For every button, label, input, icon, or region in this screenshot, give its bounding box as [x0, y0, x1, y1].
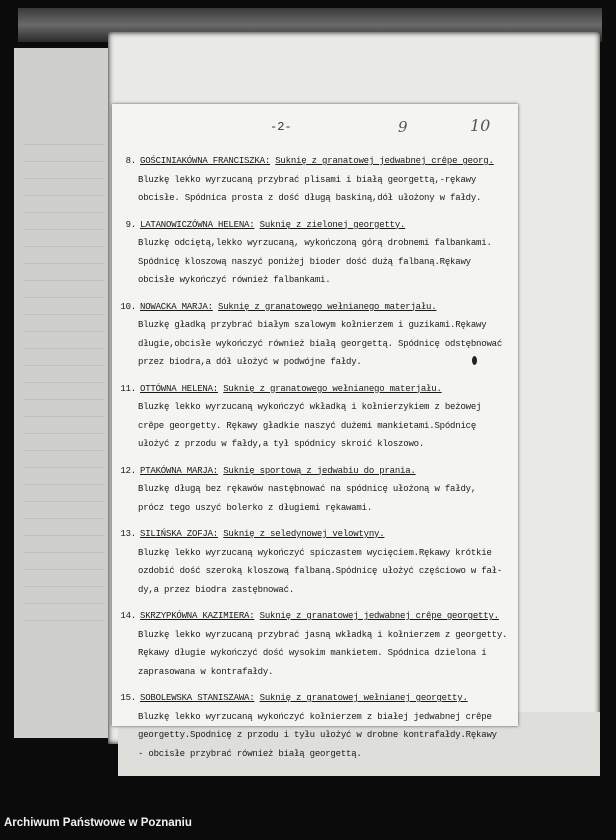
entry-text-line: Spódnicę kloszową naszyć poniżej bioder dość dużą falbaną.Rękawy — [138, 256, 471, 267]
entry-garment: Suknię z seledynowej velowtyny. — [223, 529, 385, 539]
list-item — [114, 216, 518, 290]
entry-number: 9. — [125, 219, 136, 230]
entry-garment: Suknię z granatowego wełnianego materjału. — [218, 301, 437, 312]
list-item — [114, 152, 518, 208]
typed-document — [112, 104, 518, 759]
entry-text-line: obcisłe wykończyć również falbankami. — [138, 275, 331, 285]
entry-garment: Suknię z granatowej jedwabnej crêpe georgetty. — [259, 611, 499, 621]
entry-text-line: - obcisłe przybrać również białą georgettą. — [138, 748, 362, 759]
entry-name: OTTÓWNA HELENA: — [140, 383, 219, 394]
entry-text-line: Bluzkę lekko wyrzucaną przybrać jasną wkładką i kołnierzem z georgetty. — [138, 629, 508, 640]
entry-text-line: obcisłe. Spódnica prosta z dość długą baskiną,dół ułożony w fałdy. — [138, 193, 482, 203]
entry-garment: Suknię z granatowej wełnianej georgetty. — [259, 693, 468, 703]
entry-heading — [114, 525, 518, 544]
entry-number: 13. — [120, 529, 136, 539]
entry-text-line: Bluzkę lekko wyrzucaną wykończyć kołnierzem z białej jedwabnej crêpe — [138, 711, 492, 722]
list-item — [114, 298, 518, 372]
entry-name: LATANOWICZÓWNA HELENA: — [140, 219, 255, 230]
entry-name: SOBOLEWSKA STANISZAWA: — [140, 693, 255, 703]
entry-text-line: przez biodra,a dół ułożyć w podwójne fałdy. — [138, 357, 362, 367]
background-card — [14, 48, 112, 738]
list-item — [114, 462, 518, 518]
entry-text-line: Bluzkę długą bez rękawów nastębnować na spódnicę ułożoną w fałdy, — [138, 484, 477, 494]
entry-text-line: Bluzkę odciętą,lekko wyrzucaną, wykończoną górą drobnemi falbankami. — [138, 238, 492, 248]
entry-name: SILIŃSKA ZOFJA: — [140, 529, 219, 539]
entry-number: 10. — [120, 301, 136, 312]
entry-number: 15. — [120, 693, 136, 703]
entry-heading — [114, 607, 518, 626]
entry-heading — [114, 152, 518, 171]
entry-garment: Suknię z zielonej georgetty. — [259, 219, 406, 230]
entry-heading — [114, 462, 518, 481]
page-number: -2- — [270, 120, 292, 134]
entry-heading — [114, 216, 518, 235]
entry-garment: Suknię z granatowego wełnianego materjału. — [223, 383, 442, 394]
list-item — [114, 380, 518, 454]
entry-text-line: Bluzkę lekko wyrzucaną wykończyć wkładką i kołnierzykiem z beżowej — [138, 402, 482, 412]
handwritten-number-b: 10 — [470, 116, 491, 135]
list-item — [114, 689, 518, 763]
entry-text-line: Bluzkę lekko wyrzucaną przybrać plisami i białą georgettą,-rękawy — [138, 174, 477, 185]
background-card-lines — [24, 128, 104, 628]
entry-number: 14. — [120, 611, 136, 621]
entry-number: 11. — [120, 383, 136, 394]
archive-caption: Archiwum Państwowe w Poznaniu — [4, 817, 192, 829]
entry-heading — [114, 689, 518, 708]
entry-text-line: dy,a przez biodra zastębnować. — [138, 584, 295, 595]
handwritten-number-a: 9 — [398, 118, 408, 136]
entry-text-line: ułożyć z przodu w fałdy,a tył spódnicy skroić kloszowo. — [138, 439, 425, 449]
entry-text-line: Bluzkę gładką przybrać białym szalowym kołnierzem i guzikami.Rękawy — [138, 320, 487, 330]
entry-heading — [114, 380, 518, 399]
entry-name: SKRZYPKÓWNA KAZIMIERA: — [140, 611, 255, 621]
entry-text-line: Bluzkę lekko wyrzucaną wykończyć spiczastem wycięciem.Rękawy krótkie — [138, 547, 492, 558]
entry-heading — [114, 298, 518, 317]
entry-text-line: georgetty.Spodnicę z przodu i tyłu ułożyć w drobne kontrafałdy.Rękawy — [138, 730, 497, 740]
entry-garment: Suknię sportową z jedwabiu do prania. — [223, 465, 416, 476]
ink-mark — [472, 356, 477, 365]
entry-text-line: Rękawy długie wykończyć dość wysokim mankietem. Spódnica dzielona i — [138, 648, 487, 658]
list-item — [114, 525, 518, 599]
entry-text-line: ozdobić dość szeroką kloszową falbaną.Spódnicę ułożyć częściowo w fał- — [138, 566, 503, 576]
entry-text-line: zaprasowana w kontrafałdy. — [138, 666, 274, 677]
entry-number: 8. — [125, 156, 136, 166]
entry-text-line: prócz tego uszyć bolerko z długiemi rękawami. — [138, 502, 373, 513]
entry-text-line: crêpe georgetty. Rękawy gładkie naszyć dużemi mankietami.Spódnicę — [138, 420, 477, 431]
entry-list — [114, 152, 518, 771]
list-item — [114, 607, 518, 681]
entry-name: PTAKÓWNA MARJA: — [140, 465, 219, 476]
entry-name: GOŚCINIAKÓWNA FRANCISZKA: — [140, 156, 271, 166]
entry-text-line: długie,obcisłe wykończyć również białą georgettą. Spódnicę odstębnować — [138, 338, 503, 349]
entry-name: NOWACKA MARJA: — [140, 301, 213, 312]
entry-number: 12. — [120, 465, 136, 476]
entry-garment: Suknię z granatowej jedwabnej crêpe georg. — [275, 156, 494, 166]
